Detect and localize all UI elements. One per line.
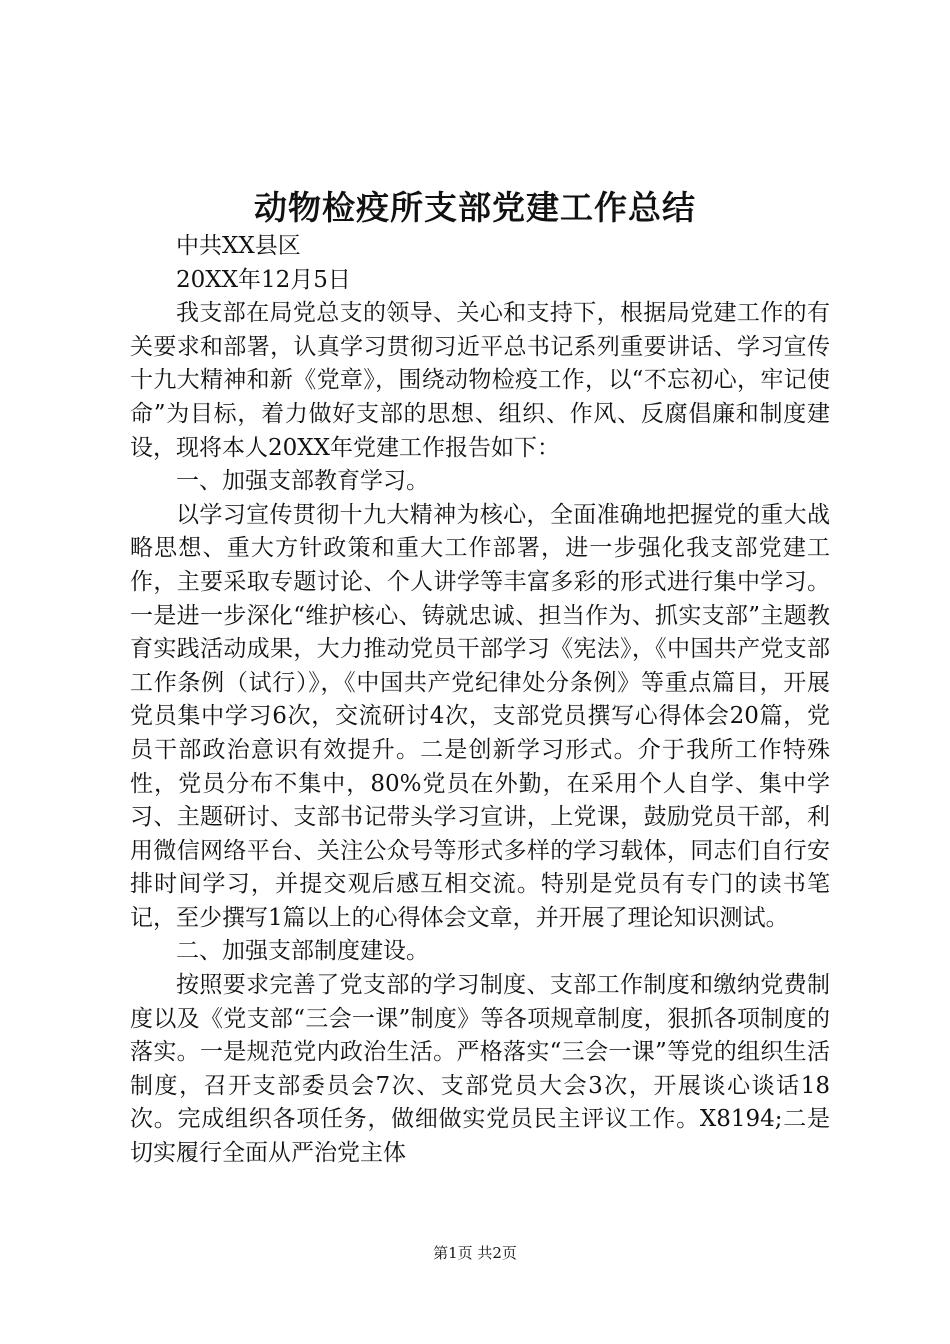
section-1-paragraph: 以学习宣传贯彻十九大精神为核心，全面准确地把握党的重大战略思想、重大方针政策和重大工作部署，进一步强化我支部党建工作，主要采取专题讨论、个人讲学等丰富多彩的形式进行集中学习。一是进一步深化“维护核心、铸就忠诚、担当作为、抓实支部”主题教育实践活动成果，大力推动党员干部学习《宪法》，《中国共产党支部工作条例（试行）》，《中国共产党纪律处分条例》等重点篇目，开展党员集中学习6次，交流研讨4次，支部党员撰写心得体会20篇，党员干部政治意识有效提升。二是创新学习形式。介于我所工作特殊性，党员分布不集中，80%党员在外勤，在采用个人自学、集中学习、主题研讨、支部书记带头学习宣讲，上党课，鼓励党员干部，利用微信网络平台、关注公众号等形式多样的学习载体，同志们自行安排时间学习，并提交观后感互相交流。特别是党员有专门的读书笔记，至少撰写1篇以上的心得体会文章，并开展了理论知识测试。 — [130, 501, 830, 931]
section-heading-1: 一、加强支部教育学习。 — [176, 468, 429, 495]
document-title: 动物检疫所支部党建工作总结 — [254, 188, 696, 227]
document-body — [130, 230, 830, 1171]
section-heading-2: 二、加强支部制度建设。 — [176, 938, 429, 965]
date-line: 20XX年12月5日 — [176, 266, 351, 293]
org-line: 中共XX县区 — [176, 233, 301, 259]
page-footer: 第1页 共2页 — [433, 1244, 517, 1262]
section-2-paragraph: 按照要求完善了党支部的学习制度、支部工作制度和缴纳党费制度以及《党支部“三会一课”制度》等各项规章制度，狠抓各项制度的落实。一是规范党内政治生活。严格落实“三会一课”等党的组织生活制度，召开支部委员会7次、支部党员大会3次，开展谈心谈话18次。完成组织各项任务，做细做实党员民主评议工作。X8194;二是切实履行全面从严治党主体 — [130, 972, 830, 1167]
intro-paragraph: 我支部在局党总支的领导、关心和支持下，根据局党建工作的有关要求和部署，认真学习贯彻习近平总书记系列重要讲话、学习宣传十九大精神和新《党章》，围绕动物检疫工作，以“不忘初心，牢记使命”为目标，着力做好支部的思想、组织、作风、反腐倡廉和制度建设，现将本人20XX年党建工作报告如下： — [130, 300, 830, 461]
